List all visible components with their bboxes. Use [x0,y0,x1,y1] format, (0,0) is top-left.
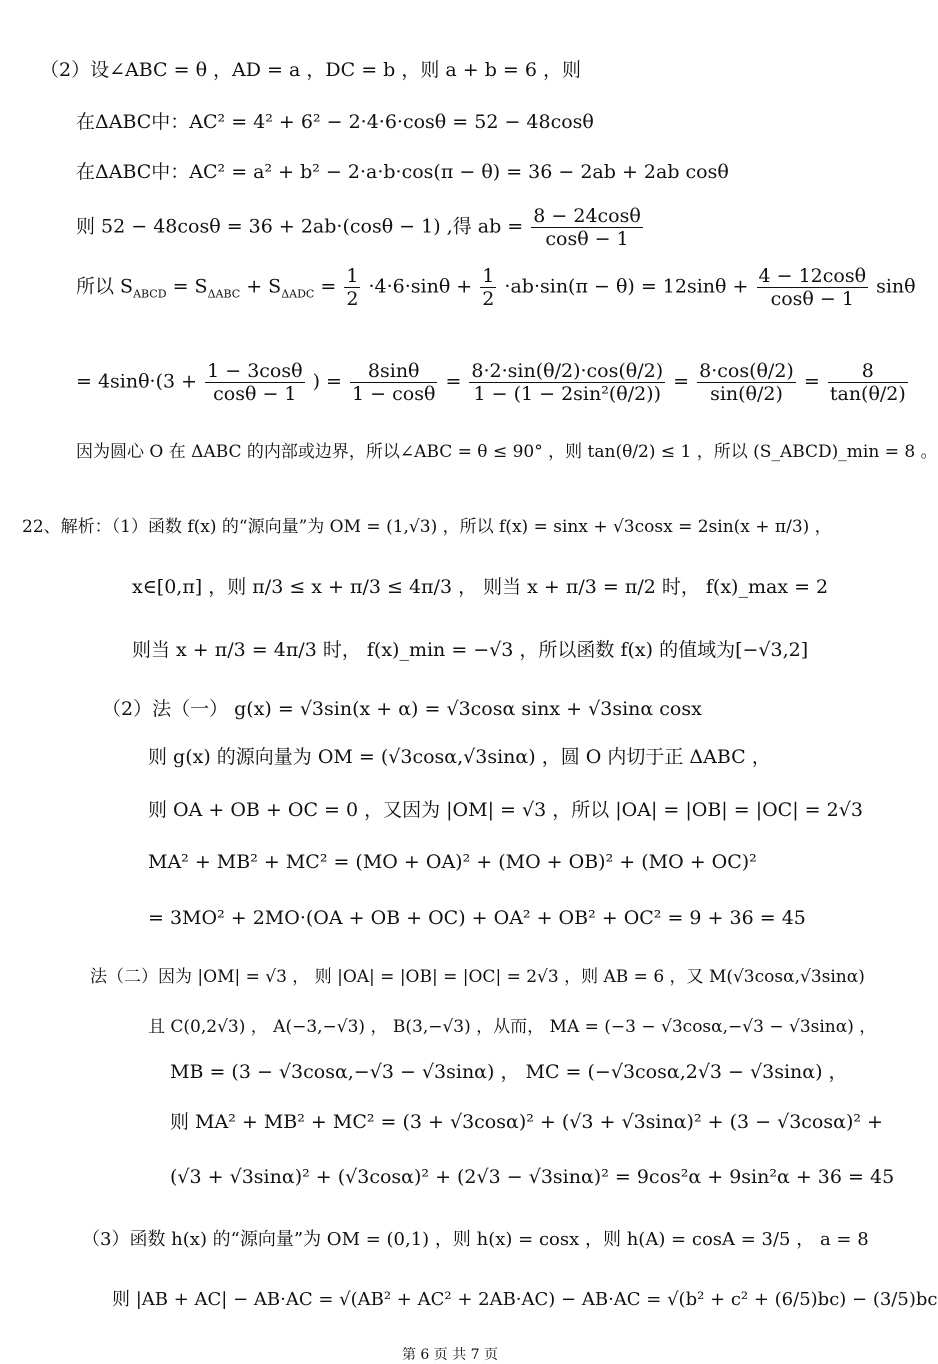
q21-chain-frac5-den: tan(θ/2) [829,383,906,405]
q21-chain-frac4-num: 8·cos(θ/2) [699,360,794,382]
q21-chain-c: = [445,370,462,393]
q21-chain-frac2-num: 8sinθ [350,360,437,383]
q22-part2-sum-result: (√3 + √3sinα)² + (√3cosα)² + (2√3 − √3sinα)² = 9cos²α + 9sin²α + 36 = 45 [170,1166,895,1188]
q22-part2-method1: （2）法（一） g(x) = √3sin(x + α) = √3cosα sinx + √3sinα cosx [102,698,702,720]
q22-part2-expansion: MA² + MB² + MC² = (MO + OA)² + (MO + OB)² + (MO + OC)² [148,851,757,873]
q21-area-eq2: = [320,275,337,298]
q21-simplification-chain [76,360,910,405]
q21-area-sub-adc: ΔADC [281,287,315,301]
q21-chain-frac4-den: sin(θ/2) [710,383,783,405]
q22-part2-zero-sum: 则 OA + OB + OC = 0 ，又因为 |OM| = √3 ，所以 |OA| = |OB| = |OC| = 2√3 [148,799,863,821]
q21-half-den-2: 2 [482,288,495,310]
q21-area-frac-den: cosθ − 1 [770,288,854,310]
q21-half-fraction-2 [480,265,496,310]
q21-chain-frac3-den: 1 − (1 − 2sin²(θ/2)) [473,383,662,405]
q21-area-term1: ·4·6·sinθ + [368,275,473,298]
q21-solve-ab-text: 则 52 − 48cosθ = 36 + 2ab·(cosθ − 1) ,得 ab = [76,215,524,238]
q21-part2-intro: （2）设∠ABC = θ ，AD = a ，DC = b ，则 a + b = 6 ，则 [40,59,582,81]
q22-part2-result: = 3MO² + 2MO·(OA + OB + OC) + OA² + OB² + OC² = 9 + 36 = 45 [148,907,806,929]
q22-part2-method2: 法（二）因为 |OM| = √3 ， 则 |OA| = |OB| = |OC| = 2√3 ，则 AB = 6 ，又 M(√3cosα,√3sinα) [90,967,865,987]
q21-conclusion: 因为圆心 O 在 ΔABC 的内部或边界，所以∠ABC = θ ≤ 90° ，则 tan(θ/2) ≤ 1 ，所以 (S_ABCD)_min = 8 。 [76,442,938,462]
q21-area-tail: sinθ [876,275,916,298]
q21-chain-frac5-num: 8 [828,360,908,383]
q21-chain-frac3 [469,360,665,405]
q21-ab-numerator: 8 − 24cosθ [533,205,641,227]
q22-part1-min: 则当 x + π/3 = 4π/3 时， f(x)_min = −√3 ，所以函数 f(x) 的值域为[−√3,2] [132,639,809,661]
q21-chain-frac3-num: 8·2·sin(θ/2)·cos(θ/2) [471,360,664,382]
q21-chain-e: = [803,370,820,393]
q22-part2-source-vector: 则 g(x) 的源向量为 OM = (√3cosα,√3sinα) ，圆 O 内切于正 ΔABC ， [148,746,771,768]
q21-area-frac-num: 4 − 12cosθ [758,265,867,287]
q21-half-num-2: 1 [482,265,495,287]
q21-law-of-cosines-2: 在ΔABC中：AC² = a² + b² − 2·a·b·cos(π − θ) = 36 − 2ab + 2ab cosθ [76,161,729,183]
q21-area-prefix: 所以 S [76,275,134,298]
q22-part2-coords: 且 C(0,2√3) ， A(−3,−√3) ， B(3,−√3) ，从而， MA = (−3 − √3cosα,−√3 − √3sinα) ， [148,1017,877,1037]
page-footer: 第 6 页 共 7 页 [401,1347,499,1363]
q21-chain-d: = [673,370,690,393]
q22-part1-range: x∈[0,π] ，则 π/3 ≤ x + π/3 ≤ 4π/3 ， 则当 x + π/3 = π/2 时， f(x)_max = 2 [132,576,829,598]
q21-chain-frac2 [350,360,437,405]
q21-chain-a: = 4sinθ·(3 + [76,370,198,393]
q21-chain-frac4 [697,360,796,405]
q21-chain-frac1 [205,360,304,405]
q21-area-sub-abc: ΔABC [207,287,241,301]
q22-part2-vectors: MB = (3 − √3cosα,−√3 − √3sinα) ， MC = (−√3cosα,2√3 − √3sinα) ， [170,1061,848,1083]
q21-area-sub-abcd: ABCD [133,287,167,301]
q21-ab-fraction [531,205,643,250]
q21-area-term2: ·ab·sin(π − θ) = 12sinθ + [504,275,749,298]
q22-part3-expression: 则 |AB + AC| − AB·AC = √(AB² + AC² + 2AB·AC) − AB·AC = √(b² + c² + (6/5)bc) − (3/5)bc [112,1289,938,1310]
q21-solve-ab [76,205,645,250]
q21-law-of-cosines-1: 在ΔABC中：AC² = 4² + 6² − 2·4·6·cosθ = 52 − 48cosθ [76,111,594,133]
q22-part2-sum-squares: 则 MA² + MB² + MC² = (3 + √3cosα)² + (√3 + √3sinα)² + (3 − √3cosα)² + [170,1111,883,1133]
q21-half-fraction-1 [344,265,360,310]
q21-half-den-1: 2 [346,288,359,310]
q21-area-eq: = S [172,275,208,298]
q21-area-fraction [757,265,869,310]
q21-area-expression [76,265,916,310]
q21-half-num-1: 1 [346,265,359,287]
q21-chain-b: ) = [312,370,342,393]
q22-part3-intro: （3）函数 h(x) 的“源向量”为 OM = (0,1) ，则 h(x) = cosx ，则 h(A) = cosA = 3/5 ， a = 8 [82,1229,869,1250]
q21-chain-frac5 [828,360,908,405]
q21-chain-frac2-den: 1 − cosθ [352,383,436,405]
q21-chain-frac1-num: 1 − 3cosθ [207,360,303,382]
q21-area-plus: + S [246,275,282,298]
q22-part1-intro: 22、解析：（1）函数 f(x) 的“源向量”为 OM = (1,√3) ，所以 f(x) = sinx + √3cosx = 2sin(x + π/3) ， [22,517,832,537]
q21-ab-denominator: cosθ − 1 [545,228,629,250]
q21-chain-frac1-den: cosθ − 1 [213,383,297,405]
